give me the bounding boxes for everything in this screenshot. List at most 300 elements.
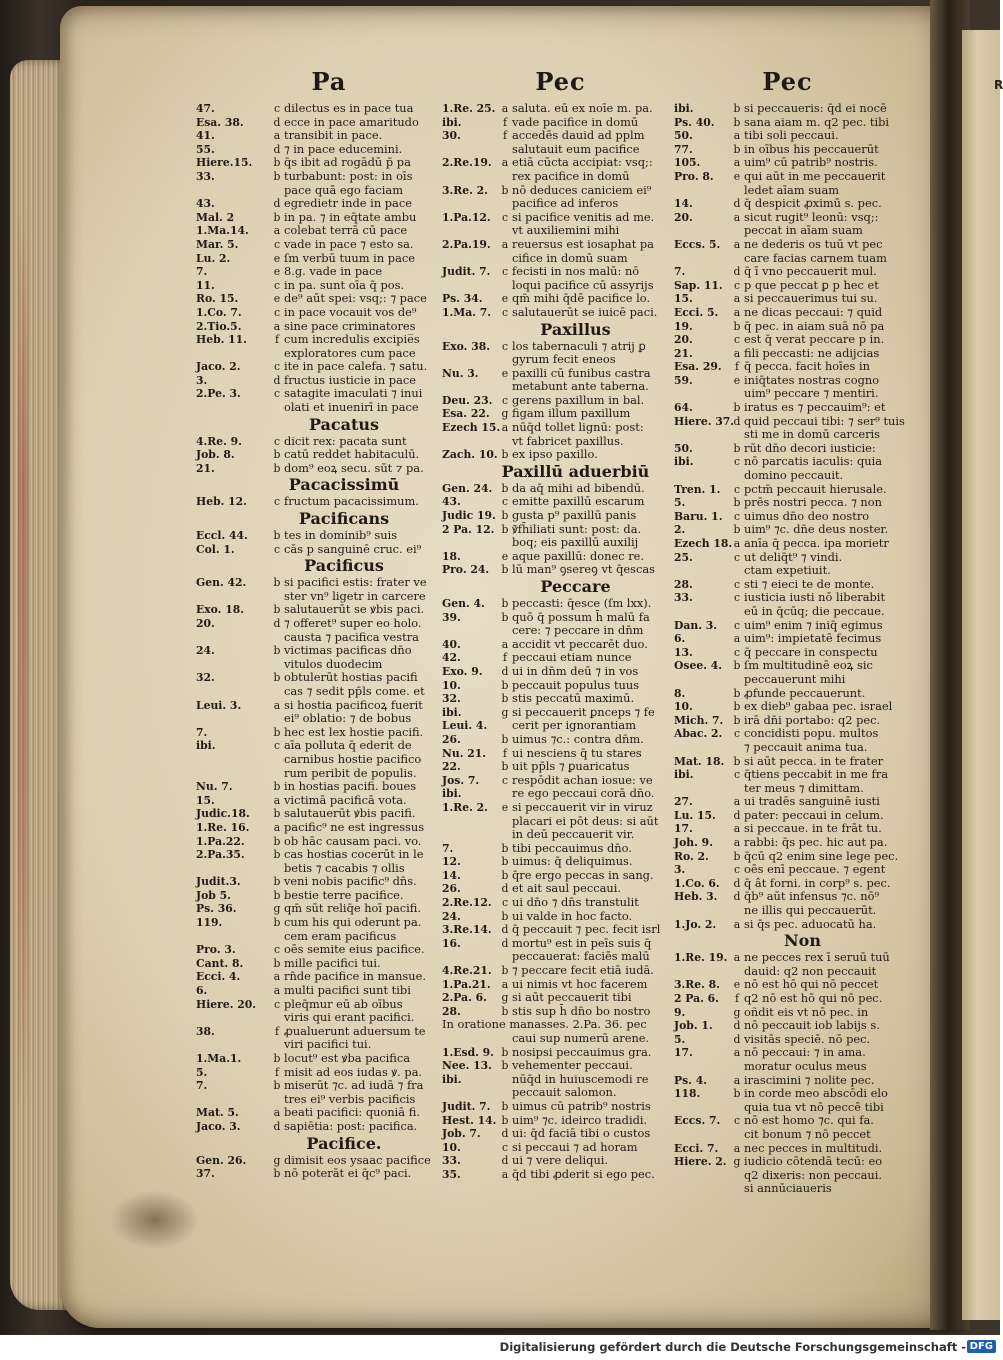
entry-text: ſm multitudinē eoꝝ sic (744, 658, 873, 673)
entry-reference: Abac. 2. (674, 727, 723, 741)
entry-line (442, 731, 673, 747)
entry-reference: 14. (674, 197, 693, 211)
entry-text: de⁹ aūt spei: vsq;: ⁊ pace (284, 291, 427, 306)
entry-line (448, 624, 673, 638)
entry-line (442, 406, 673, 421)
entry-text: peccauerunt mihi (744, 671, 846, 686)
running-header: Pec (762, 67, 813, 96)
entry-text: ex dieb⁹ gabaa pec. israel (744, 699, 893, 714)
entry-line (196, 528, 438, 543)
entry-text: saluta. eū ex noīe m. pa. (512, 101, 653, 115)
entry-reference: Zach. 10. (442, 448, 498, 462)
entry-reference: Mar. 5. (196, 237, 239, 251)
entry-section-letter: b (273, 956, 281, 970)
entry-text: metabunt ante taberna. (512, 379, 649, 394)
entry-line (448, 435, 673, 449)
entry-text: in pa. ⁊ in eq̄tate ambu (284, 209, 417, 224)
facing-page-edge (962, 30, 1000, 1320)
entry-section-letter: c (273, 360, 281, 374)
entry-reference: 3.Re.14. (442, 923, 492, 937)
entry-reference: 33. (196, 169, 215, 183)
entry-text: gusta p⁹ paxillū panis (512, 508, 637, 523)
entry-line (442, 704, 673, 720)
entry-line (674, 318, 895, 334)
entry-line (220, 347, 438, 361)
entry-section-letter: b (273, 461, 281, 475)
entry-text: si peccauerit vir in viruz (512, 799, 653, 814)
entry-line (674, 835, 895, 850)
entry-line (680, 741, 895, 755)
entry-line (680, 904, 895, 918)
entry-section-letter: c (733, 278, 741, 292)
column-entries (196, 101, 438, 1181)
entry-text: q̄s ibit ad rogādū p̄ pa (284, 155, 411, 170)
entry-text: q̄ ât forni. in corp⁹ s. pec. (744, 875, 891, 890)
entry-line (442, 799, 673, 815)
entry-section-letter: a (733, 836, 741, 850)
entry-line (674, 413, 905, 429)
entry-line (674, 277, 895, 293)
entry-text: ⁊ peccauit anima tua. (744, 739, 868, 754)
entry-line (674, 753, 895, 769)
entry-line (674, 916, 895, 932)
entry-section-letter: b (501, 909, 509, 923)
entry-line (674, 875, 895, 891)
entry-reference: 47. (196, 102, 215, 115)
entry-line (442, 963, 673, 978)
entry-text: peccat in aīam suam (744, 223, 863, 238)
entry-reference: Nu. 3. (442, 366, 479, 380)
entry-line (196, 901, 438, 916)
entry-line (674, 889, 895, 904)
entry-text: care facias carnem tuam (744, 250, 887, 265)
entry-line (196, 833, 438, 849)
entry-line (442, 854, 673, 869)
entry-section-letter: a (501, 637, 509, 651)
entry-section-letter: a (273, 224, 281, 238)
entry-text: betis ⁊ cacabis ⁊ ollis (284, 860, 405, 875)
entry-section-letter: c (733, 577, 741, 591)
entry-text: p que peccat ꝑ p hec et (744, 277, 879, 292)
entry-text: uim⁹ peccare ⁊ mentiri. (744, 386, 879, 401)
entry-reference: 1.Co. 7. (196, 305, 242, 319)
entry-line (674, 1018, 895, 1033)
entry-line (442, 718, 673, 733)
entry-text: iniq̄tates nostras cogno (744, 372, 880, 387)
entry-line (220, 862, 438, 876)
entry-text: tibi soli peccaui. (744, 128, 839, 143)
entry-line (674, 1004, 895, 1020)
entry-section-letter: c (501, 339, 509, 353)
entry-line (680, 1182, 895, 1196)
entry-reference: 19. (674, 319, 693, 333)
entry-text: iratus es ⁊ peccauim⁹: et (744, 400, 886, 415)
entry-section-letter: c (273, 943, 281, 957)
entry-section-letter: c (733, 333, 741, 347)
entry-text: dom⁹ eoꝝ secu. sūt ⁊ pa. (284, 460, 424, 475)
entry-text: peccauit salomon. (512, 1085, 617, 1100)
entry-line (196, 277, 438, 293)
entry-section-letter: c (501, 210, 509, 224)
entry-reference: 4.Re.21. (442, 964, 492, 978)
entry-reference: Ecci. 4. (196, 970, 241, 984)
entry-section-letter: c (501, 305, 509, 319)
entry-reference: 30. (442, 129, 461, 143)
entry-reference: Gen. 4. (442, 597, 485, 610)
entry-line (196, 1023, 438, 1039)
entry-section-letter: e (273, 265, 281, 279)
entry-text: uim⁹ ⁊c. ideirco tradidi. (512, 1112, 648, 1127)
entry-reference: 4.Re. 9. (196, 434, 242, 448)
entry-text: paxilli cū funibus castra (512, 365, 651, 380)
entry-section-letter: b (733, 441, 741, 455)
entry-line (196, 697, 438, 713)
entry-line (674, 977, 895, 992)
entry-text: obtulerūt hostias pacifi (284, 670, 418, 685)
entry-text: ster vn⁹ ligetr in carcere (284, 588, 426, 603)
entry-reference: ibi. (674, 102, 694, 115)
entry-reference: 59. (674, 373, 693, 387)
entry-text: iusticia iusti nō liberabit (744, 590, 886, 605)
entry-section-letter: b (273, 807, 281, 821)
entry-line (442, 521, 673, 537)
entry-text: nō poterāt ei q̄c⁹ paci. (284, 1166, 412, 1181)
entry-reference: 2. (674, 523, 686, 537)
entry-line (442, 895, 673, 910)
entry-section-letter: a (733, 1046, 741, 1060)
entry-line (220, 631, 438, 645)
entry-text: salutauerūt se ꝟbis paci. (284, 602, 425, 617)
entry-line (674, 699, 895, 714)
entry-section-letter: a (501, 977, 509, 991)
entry-reference: 13. (674, 645, 693, 659)
entry-section-letter: b (501, 855, 509, 869)
entry-text: oēs enī peccaue. ⁊ egent (744, 862, 886, 877)
entry-section-letter: d (273, 373, 281, 387)
entry-reference: Pro. 8. (674, 169, 714, 183)
entry-section-letter: d (501, 882, 509, 896)
entry-text: ui tradēs sanguinē iusti (744, 794, 880, 809)
entry-line (448, 950, 673, 964)
entry-text: aque paxillū: donec re. (512, 548, 645, 563)
entry-line (674, 536, 895, 551)
entry-section-letter: b (501, 964, 509, 978)
entry-reference: Baru. 1. (674, 509, 723, 523)
entry-reference: 5. (674, 1032, 686, 1046)
entry-line (196, 983, 438, 998)
entry-line (196, 168, 438, 184)
entry-reference: Ps. 4. (674, 1073, 707, 1087)
entry-text: etiā cūcta accipiat: vsq;: (512, 155, 653, 170)
entry-reference: 119. (196, 916, 223, 930)
entry-section-letter: a (501, 156, 509, 170)
entry-text: ob hāc causam paci. vo. (284, 833, 422, 848)
entry-text: rabbi: q̄s pec. hic aut pa. (744, 835, 888, 850)
entry-reference: 7. (196, 725, 208, 739)
entry-text: mille pacifici tui. (284, 955, 381, 970)
entry-text: ne illis qui peccauerūt. (744, 903, 877, 918)
entry-reference: Pro. 3. (196, 943, 236, 957)
entry-text: olati et inuenirī in pace (284, 400, 419, 415)
entry-reference: Jaco. 2. (196, 360, 241, 374)
entry-text: q2 dixeris: non peccaui. (744, 1167, 882, 1182)
entry-section-letter: b (273, 1079, 281, 1093)
entry-reference: 1.Re. 25. (442, 102, 496, 115)
entry-reference: 5. (674, 496, 686, 510)
entry-text: q̄re ergo peccas in sang. (512, 867, 654, 882)
entry-section-letter: b (501, 481, 509, 495)
entry-text: in oībus his peccauerūt (744, 141, 879, 156)
entry-section-letter: c (733, 863, 741, 877)
entry-reference: 22. (442, 760, 461, 774)
entry-line (442, 1071, 673, 1087)
entry-line (442, 867, 673, 883)
entry-text: si pacifici estis: frater ve (284, 575, 427, 590)
entry-reference: Judic 19. (442, 509, 496, 523)
entry-text: loqui pacifice cū assyrijs (512, 277, 654, 292)
entry-reference: 1.Ma. 7. (442, 305, 492, 319)
entry-text: nūq̄d in huiuscemodi re (512, 1071, 649, 1086)
entry-line (196, 1166, 438, 1181)
entry-text: q̄tiens peccabit in me fra (744, 767, 888, 782)
entry-text: sicut rugit⁹ leonū: vsq;: (744, 209, 879, 224)
entry-text: qui aūt in me peccauerit (744, 168, 886, 183)
entry-section-letter: b (273, 916, 281, 930)
entry-reference: Osee. 4. (674, 659, 723, 673)
entry-reference: Job. 7. (442, 1127, 481, 1141)
entry-line (442, 101, 673, 116)
entry-section-letter: b (733, 713, 741, 727)
headword: Pacacissimū (288, 475, 400, 495)
entry-reference: Ezech 15. (442, 421, 501, 435)
entry-reference: ibi. (674, 455, 694, 469)
entry-text: cit bonum ⁊ nō peccet (744, 1126, 871, 1141)
entry-text: tibi peccauimus dn̄o. (512, 840, 632, 855)
entry-reference: Gen. 42. (196, 576, 247, 590)
column-2 (442, 67, 673, 1182)
entry-section-letter: a (733, 346, 741, 360)
entry-text: si peccaueris: q̄d ei nocē (744, 101, 887, 115)
entry-text: gyrum fecit eneos (512, 352, 616, 367)
entry-reference: 37. (196, 1167, 215, 1181)
entry-reference: 24. (196, 644, 215, 658)
entry-reference: Mich. 7. (674, 713, 724, 727)
entry-section-letter: c (501, 896, 509, 910)
entry-reference: 1.Co. 6. (674, 876, 720, 890)
entry-reference: Hiere. 37. (674, 414, 735, 428)
entry-reference: Job. 8. (196, 448, 235, 462)
entry-reference: 32. (196, 671, 215, 685)
entry-reference: 1.Esd. 9. (442, 1045, 494, 1059)
entry-section-letter: c (733, 768, 741, 782)
entry-text: domino peccauit. (744, 468, 844, 483)
entry-text: figam illum paxillum (512, 406, 631, 421)
entry-reference: 8. (674, 686, 686, 700)
entry-text: pacific⁹ ne est ingressus (284, 819, 425, 834)
entry-text: multi pacifici sunt tibi (284, 983, 411, 998)
entry-text: peccaui etiam nunce (512, 650, 632, 665)
entry-line (442, 548, 673, 564)
entry-line (674, 495, 895, 510)
entry-text: reuersus est iosaphat pa (512, 236, 654, 251)
entry-text: lū man⁹ ꝯsereꝯ vt q̄escas (512, 562, 656, 577)
entry-reference: 28. (674, 577, 693, 591)
entry-text: vitulos duodecim (284, 656, 383, 671)
entry-text: viris qui erant pacifici. (284, 1010, 415, 1025)
entry-line (220, 767, 438, 781)
entry-text: salutauit eum pacifice (512, 141, 640, 156)
entry-reference: Ezech 18. (674, 537, 733, 550)
entry-line (674, 114, 895, 130)
entry-text: vehementer peccaui. (512, 1058, 633, 1073)
entry-line (196, 1051, 438, 1066)
entry-line (680, 1169, 895, 1183)
entry-line (196, 291, 438, 306)
entry-section-letter: a (733, 917, 741, 931)
entry-reference: Ecci. 5. (674, 305, 719, 319)
entry-text: tres ei⁹ verbis pacificis (284, 1091, 416, 1106)
entry-reference: Ps. 40. (674, 115, 715, 129)
entry-reference: Judit. 7. (442, 1099, 491, 1113)
entry-text: ⁊ offeret⁹ super eo holo. (284, 616, 422, 630)
entry-line (674, 454, 895, 469)
entry-section-letter: b (273, 603, 281, 617)
entry-section-letter: c (501, 1140, 509, 1154)
entry-line (674, 807, 895, 823)
entry-reference: Job 5. (196, 888, 231, 902)
entry-section-letter: b (501, 610, 509, 624)
entry-line (674, 576, 895, 592)
entry-line (674, 101, 895, 116)
entry-text: causta ⁊ pacifica vestra (284, 629, 419, 644)
entry-section-letter: c (273, 542, 281, 556)
entry-reference: Col. 1. (196, 542, 235, 556)
entry-section-letter: c (501, 495, 509, 509)
entry-reference: 2 Pa. 6. (674, 992, 719, 1005)
entry-section-letter: b (733, 319, 741, 333)
entry-line (196, 874, 438, 889)
entry-section-letter: b (273, 848, 281, 862)
entry-reference: Leui. 4. (442, 719, 488, 733)
entry-section-letter: b (501, 1099, 509, 1113)
entry-reference: 10. (442, 1140, 461, 1154)
headword: Peccare (540, 577, 611, 596)
entry-text: visitās speciē. nō pec. (744, 1031, 871, 1046)
entry-text: cās p sanguinē cruc. ei⁹ (284, 541, 422, 556)
entry-line (680, 782, 895, 796)
entry-section-letter: b (733, 523, 741, 537)
entry-line (196, 779, 438, 794)
entry-reference: Exo. 38. (442, 339, 490, 353)
entry-reference: ibi. (196, 739, 216, 753)
entry-text: irascimini ⁊ nolite pec. (744, 1072, 875, 1087)
entry-section-letter: c (733, 1114, 741, 1128)
entry-text: iudicio cōtendā tecū: eo (744, 1154, 883, 1169)
entry-section-letter: b (733, 401, 741, 415)
entry-line (196, 101, 438, 116)
entry-text: nō parcatis iaculis: quia (744, 454, 883, 469)
entry-line (196, 616, 438, 631)
entry-text: est q̄ verat peccare p in. (744, 332, 885, 347)
entry-reference: Mat. 18. (674, 754, 725, 768)
entry-section-letter: c (501, 265, 509, 279)
entry-reference: ibi. (674, 768, 694, 782)
entry-reference: 41. (196, 129, 215, 143)
entry-line (442, 1003, 673, 1019)
entry-line (674, 726, 895, 741)
entry-text: rūt dn̄o decori iusticie: (744, 440, 876, 455)
entry-reference: 1.Pa.21. (442, 977, 491, 991)
entry-line (674, 767, 895, 782)
entry-reference: 11. (196, 278, 215, 292)
entry-line (196, 372, 438, 388)
entry-line (196, 1118, 438, 1134)
entry-text: q̄ peccare in conspectu (744, 644, 878, 659)
entry-line (680, 428, 895, 442)
entry-reference: 50. (674, 129, 693, 143)
entry-text: vade in pace ⁊ esto sa. (284, 236, 414, 251)
entry-reference: ibi. (442, 787, 462, 801)
entry-text: ſm verbū tuum in pace (284, 250, 415, 265)
entry-text: In oratione manasses. 2.Pa. 36. pec (442, 1017, 647, 1032)
entry-line (442, 264, 673, 279)
entry-line (196, 236, 438, 252)
entry-line (196, 209, 438, 225)
entry-text: nō deduces caniciem ei⁹ (512, 182, 652, 197)
entry-text: da aq̄ mihi ad bibendū. (512, 480, 645, 495)
entry-text: victimā pacificā vota. (284, 792, 407, 807)
entry-line (196, 250, 438, 266)
entry-line (448, 828, 673, 842)
entry-text: ui dn̄o ⁊ dn̄s transtulit (512, 895, 639, 910)
entry-line (674, 1045, 895, 1060)
entry-reference: 1.Re. 19. (674, 951, 728, 965)
entry-text: pacifice ad inferos (512, 196, 619, 211)
entry-text: nosipsi peccauimus gra. (512, 1044, 652, 1059)
entry-text: ctam expetiuit. (744, 563, 831, 578)
entry-section-letter: c (273, 237, 281, 251)
entry-text: uimus cū patrib⁹ nostris (512, 1098, 651, 1113)
entry-text: pater: peccaui in celum. (744, 807, 884, 822)
entry-section-letter: b (273, 169, 281, 183)
entry-reference: Ps. 34. (442, 292, 483, 306)
entry-reference: 43. (196, 197, 215, 211)
entry-line (196, 460, 438, 476)
entry-text: ledet aīam suam (744, 182, 840, 197)
entry-line (442, 304, 673, 320)
entry-line (220, 1093, 438, 1107)
entry-section-letter: e (501, 366, 509, 380)
entry-reference: 1.Ma.14. (196, 224, 249, 238)
entry-text: cum incredulis excipie̅s (284, 332, 420, 347)
entry-section-letter: b (501, 563, 509, 577)
entry-line (674, 481, 895, 497)
entry-text: satagite imaculati ⁊ inui (284, 386, 423, 401)
entry-line (442, 745, 673, 761)
entry-reference: 40. (442, 637, 461, 651)
entry-reference: Cant. 8. (196, 956, 244, 970)
entry-line (196, 264, 438, 279)
entry-text: q2 nō est hō qui nō pec. (744, 991, 883, 1005)
entry-line (448, 252, 673, 266)
entry-reference: Hest. 14. (442, 1113, 497, 1127)
entry-section-letter: d (501, 923, 509, 937)
entry-section-letter: e (501, 800, 509, 814)
entry-line (196, 494, 438, 509)
entry-reference: 2.Pa. 6. (442, 991, 487, 1005)
entry-section-letter: e (501, 292, 509, 306)
entry-line (196, 738, 438, 753)
